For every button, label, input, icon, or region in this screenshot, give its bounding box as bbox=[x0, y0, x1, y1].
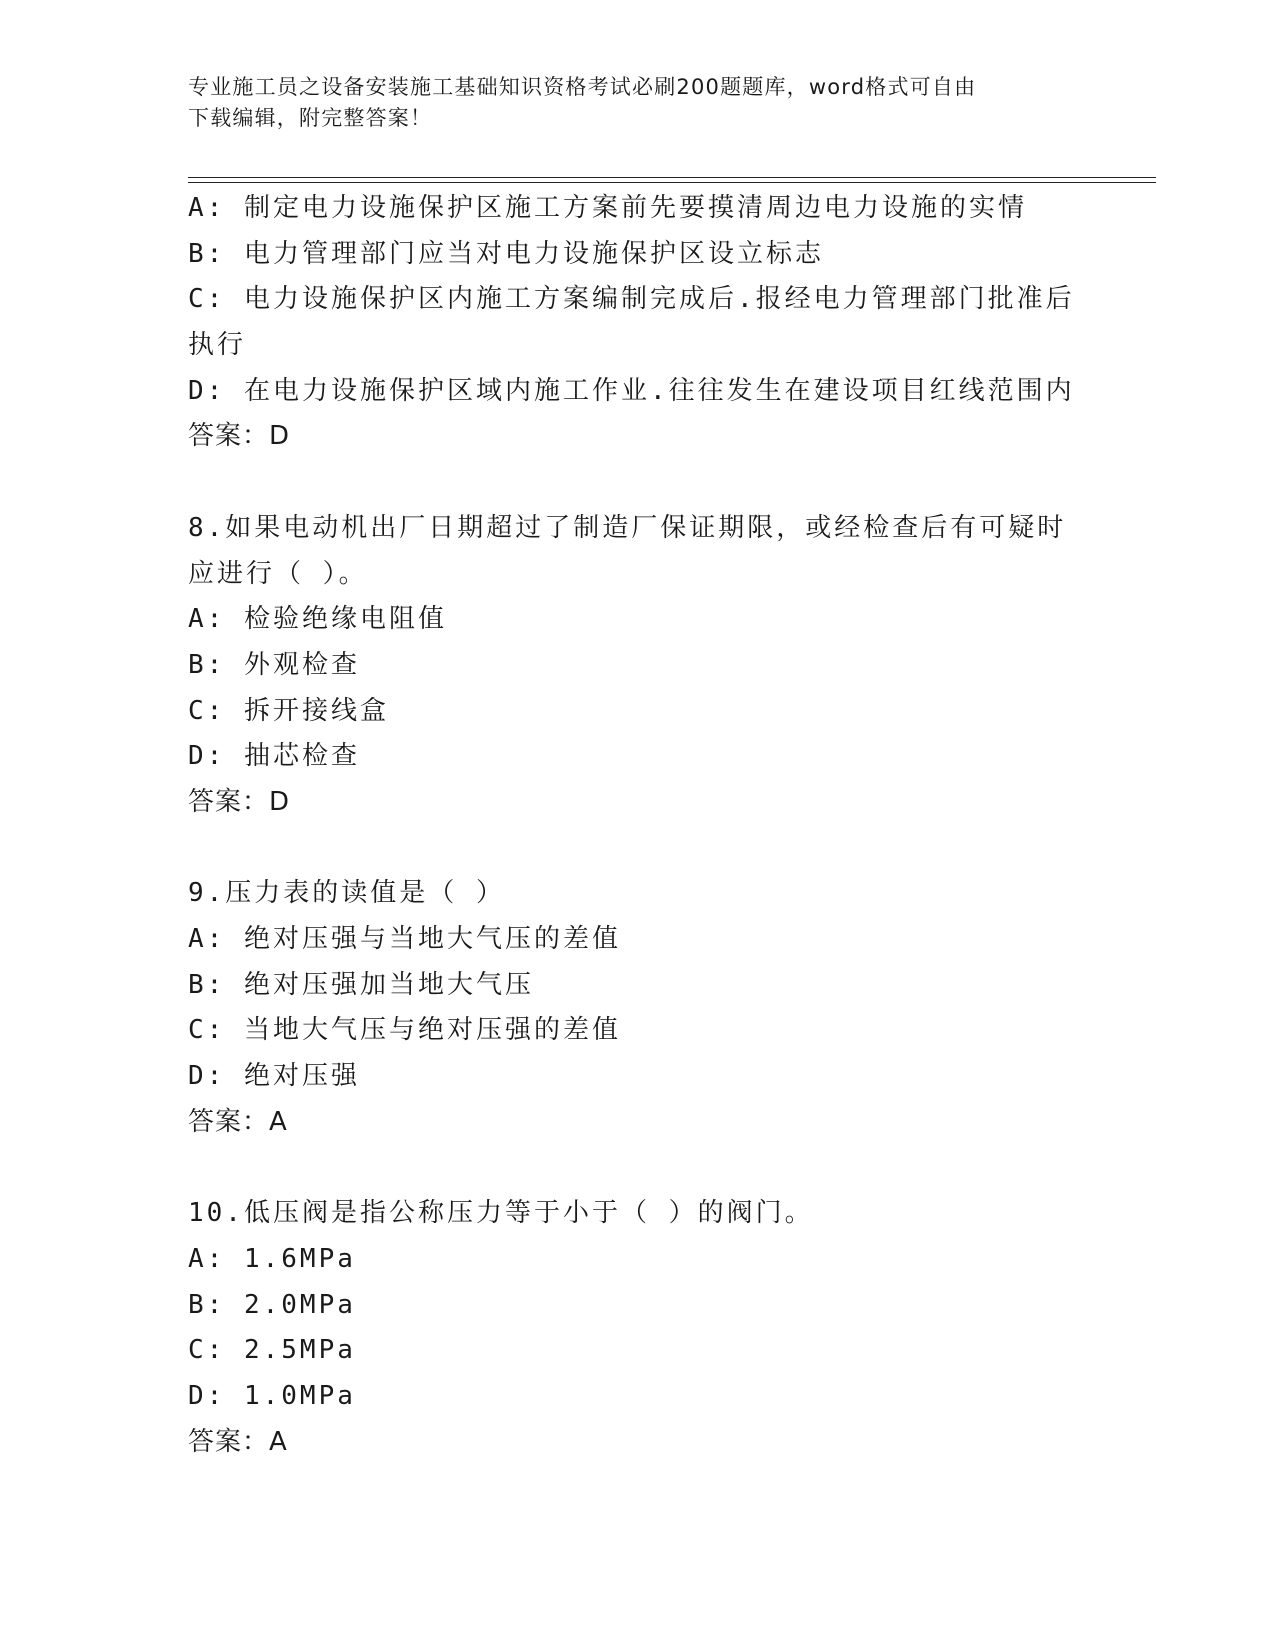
option-b: B: 绝对压强加当地大气压 bbox=[188, 969, 534, 1000]
question-spacer bbox=[188, 1145, 1088, 1191]
option-b: B: 外观检查 bbox=[188, 649, 360, 680]
answer-label: 答案：A bbox=[188, 1106, 288, 1137]
option-d: D: 绝对压强 bbox=[188, 1061, 360, 1092]
header-divider-bottom bbox=[188, 182, 1156, 183]
option-d: D: 抽芯检查 bbox=[188, 741, 360, 772]
option-d: D: 1.0MPa bbox=[188, 1380, 356, 1411]
question-stem: 10.低压阀是指公称压力等于小于（ ）的阀门。 bbox=[188, 1198, 814, 1229]
question-stem-continued: 应进行（ ）。 bbox=[188, 558, 368, 589]
answer-label: 答案：D bbox=[188, 421, 291, 452]
option-a: A: 检验绝缘电阻值 bbox=[188, 604, 447, 635]
option-c: C: 当地大气压与绝对压强的差值 bbox=[188, 1015, 621, 1046]
option-c: C: 拆开接线盒 bbox=[188, 695, 389, 726]
question-stem: 8.如果电动机出厂日期超过了制造厂保证期限，或经检查后有可疑时 bbox=[188, 512, 1067, 543]
header-title-line-2: 下载编辑，附完整答案！ bbox=[188, 106, 433, 130]
question-block bbox=[188, 1191, 1088, 1465]
question-stem: 9.压力表的读值是（ ） bbox=[188, 878, 505, 909]
header-title-line-1: 专业施工员之设备安装施工基础知识资格考试必刷200题题库，word格式可自由 bbox=[188, 75, 977, 99]
option-a: A: 1.6MPa bbox=[188, 1243, 356, 1274]
question-spacer bbox=[188, 826, 1088, 872]
question-list bbox=[188, 186, 1088, 1465]
option-a: A: 绝对压强与当地大气压的差值 bbox=[188, 924, 621, 954]
option-b: B: 电力管理部门应当对电力设施保护区设立标志 bbox=[188, 238, 824, 269]
document-header bbox=[188, 72, 1068, 134]
question-block bbox=[188, 186, 1088, 460]
option-c: C: 2.5MPa bbox=[188, 1335, 356, 1366]
option-b: B: 2.0MPa bbox=[188, 1289, 356, 1320]
answer-label: 答案：D bbox=[188, 786, 291, 817]
option-d: D: 在电力设施保护区域内施工作业.往往发生在建设项目红线范围内 bbox=[188, 375, 1075, 406]
question-spacer bbox=[188, 460, 1088, 506]
option-a: A: 制定电力设施保护区施工方案前先要摸清周边电力设施的实情 bbox=[188, 193, 1027, 223]
question-block bbox=[188, 871, 1088, 1145]
answer-label: 答案：A bbox=[188, 1426, 288, 1457]
header-divider-top bbox=[188, 177, 1156, 178]
option-c: C: 电力设施保护区内施工方案编制完成后.报经电力管理部门批准后 bbox=[188, 284, 1075, 315]
question-block bbox=[188, 506, 1088, 826]
option-c-continued: 执行 bbox=[188, 330, 247, 361]
